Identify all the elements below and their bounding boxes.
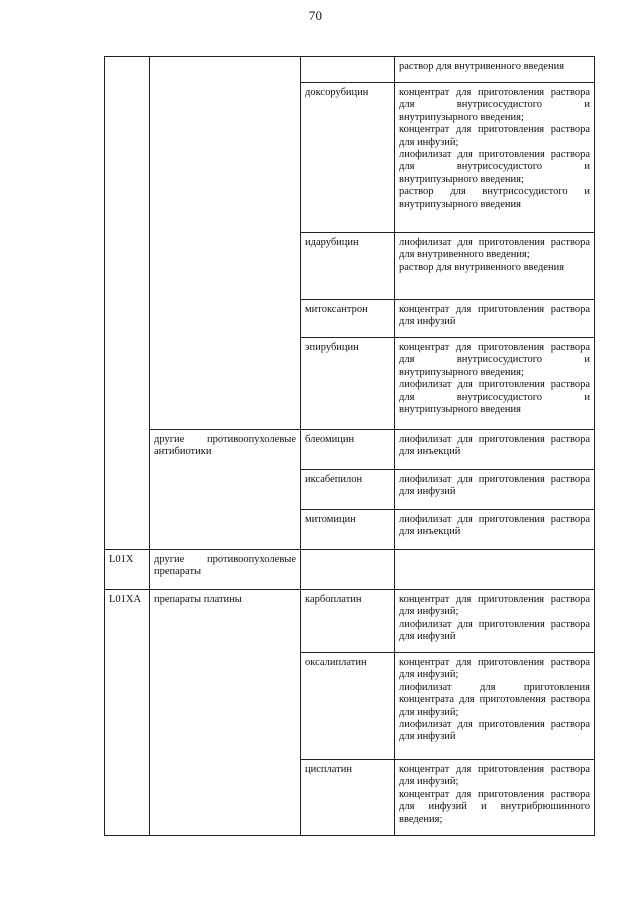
- dosage-form: концентрат для приготовления раствора для инфузий: [399, 304, 590, 328]
- dosage-form-cell: [395, 760, 595, 836]
- dosage-form: лиофилизат для приготовления раствора для внутрисосудистого и внутрипузырного введения;: [399, 149, 590, 185]
- group-name: другие противоопухолевые препараты: [154, 554, 296, 578]
- dosage-form: лиофилизат для приготовления концентрата для приготовления раствора для инфузий;: [399, 681, 590, 718]
- drug-name-cell: [301, 57, 395, 83]
- atc-code: L01XA: [109, 594, 142, 605]
- dosage-form: концентрат для приготовления раствора для инфузий;: [399, 657, 590, 681]
- drug-name-cell: [301, 338, 395, 430]
- dosage-form: лиофилизат для приготовления раствора для инфузий: [399, 719, 590, 743]
- dosage-form: концентрат для приготовления раствора для инфузий;: [399, 594, 590, 618]
- drug-name-cell: [301, 510, 395, 550]
- drug-name: оксалиплатин: [305, 657, 367, 668]
- drug-name-cell: [301, 550, 395, 590]
- dosage-form-cell: [395, 233, 595, 300]
- dosage-form-cell: [395, 653, 595, 760]
- drug-name-cell: [301, 430, 395, 470]
- drug-name: цисплатин: [305, 764, 352, 775]
- drug-name-cell: [301, 590, 395, 653]
- dosage-form: лиофилизат для приготовления раствора для инфузий: [399, 618, 590, 643]
- atc-code: [105, 57, 149, 65]
- dosage-form: лиофилизат для приготовления раствора для внутривенного введения;: [399, 237, 590, 261]
- drug-name: митоксантрон: [305, 304, 368, 315]
- dosage-form-cell: [395, 57, 595, 83]
- dosage-form-cell: [395, 430, 595, 470]
- drug-name: [301, 57, 394, 65]
- group-name-cell: [150, 550, 301, 590]
- drug-name-cell: [301, 300, 395, 338]
- dosage-form: раствор для внутрисосудистого и внутрипузырного введения: [399, 186, 590, 210]
- group-name-cell: [150, 430, 301, 550]
- dosage-form-cell: [395, 590, 595, 653]
- dosage-form: лиофилизат для приготовления раствора для внутрисосудистого и внутрипузырного введения: [399, 379, 590, 416]
- drug-name-cell: [301, 233, 395, 300]
- drug-name-cell: [301, 83, 395, 233]
- group-name-cell: [150, 57, 301, 430]
- dosage-form: лиофилизат для приготовления раствора для инъекций: [399, 514, 590, 538]
- dosage-form-cell: [395, 550, 595, 590]
- drug-name: эпирубицин: [305, 342, 359, 353]
- dosage-form: раствор для внутривенного введения: [399, 261, 565, 273]
- table-row: [105, 590, 595, 653]
- drug-name-cell: [301, 760, 395, 836]
- drug-table: [104, 56, 595, 836]
- dosage-form: концентрат для приготовления раствора для инфузий и внутрибрюшинного введения;: [399, 788, 590, 825]
- group-name: другие противоопухолевые антибиотики: [154, 434, 296, 458]
- group-name-cell: [150, 590, 301, 836]
- dosage-form: концентрат для приготовления раствора для внутрисосудистого и внутрипузырного введения;: [399, 342, 590, 378]
- dosage-form: концентрат для приготовления раствора для внутрисосудистого и внутрипузырного введения;: [399, 87, 590, 123]
- table-row: [105, 430, 595, 470]
- dosage-form-cell: [395, 83, 595, 233]
- drug-name: карбоплатин: [305, 594, 362, 605]
- atc-code-cell: [105, 550, 150, 590]
- drug-name-cell: [301, 470, 395, 510]
- dosage-form: лиофилизат для приготовления раствора для инфузий: [399, 474, 590, 498]
- drug-name: идарубицин: [305, 237, 359, 248]
- dosage-form-cell: [395, 338, 595, 430]
- group-name: [150, 57, 300, 65]
- table-row: [105, 550, 595, 590]
- atc-code-cell: [105, 57, 150, 550]
- atc-code-cell: [105, 590, 150, 836]
- table-row: [105, 57, 595, 83]
- drug-name: митомицин: [305, 514, 356, 525]
- drug-name-cell: [301, 653, 395, 760]
- group-name: препараты платины: [154, 594, 242, 605]
- drug-name: [301, 550, 394, 558]
- dosage-form: концентрат для приготовления раствора для инфузий;: [399, 764, 590, 788]
- dosage-form: лиофилизат для приготовления раствора для инъекций: [399, 434, 590, 458]
- drug-name: иксабепилон: [305, 474, 363, 485]
- drug-name: доксорубицин: [305, 87, 369, 98]
- page-number: 70: [308, 8, 323, 23]
- dosage-form-cell: [395, 300, 595, 338]
- dosage-form-cell: [395, 470, 595, 510]
- dosage-form-cell: [395, 510, 595, 550]
- atc-code: L01X: [109, 554, 134, 565]
- dosage-form: раствор для внутривенного введения: [399, 61, 565, 72]
- drug-name: блеомицин: [305, 434, 355, 445]
- dosage-form: концентрат для приготовления раствора для инфузий;: [399, 124, 590, 148]
